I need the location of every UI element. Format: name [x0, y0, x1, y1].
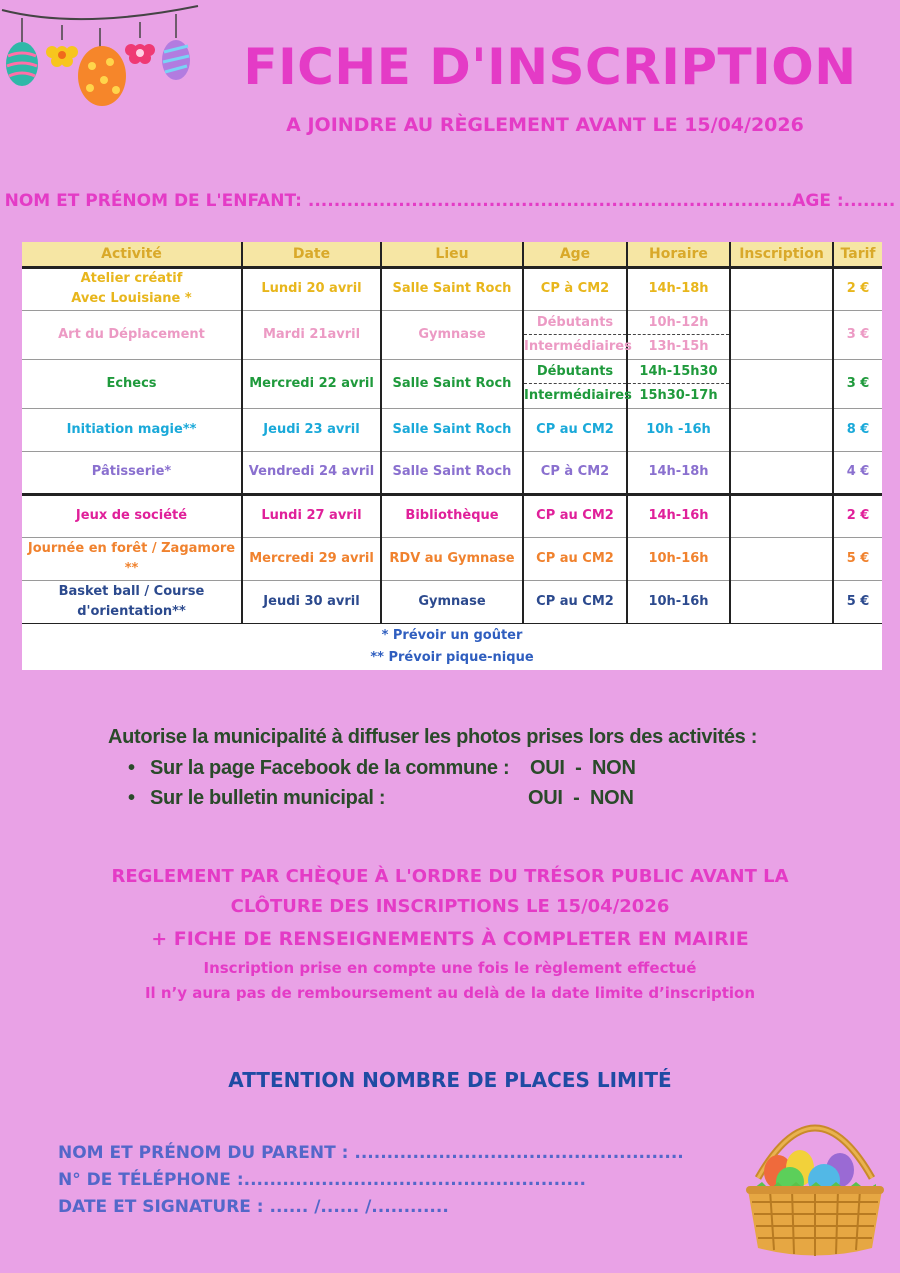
- place-cell: Gymnase: [381, 580, 523, 624]
- table-row: [22, 310, 882, 359]
- inscription-checkbox-cell[interactable]: [730, 359, 833, 408]
- activity-cell: Jeux de société: [22, 494, 242, 537]
- easter-garland-icon: [0, 0, 200, 110]
- inscription-checkbox-cell[interactable]: [730, 580, 833, 624]
- age-cell: [523, 310, 632, 359]
- place-cell: Bibliothèque: [381, 494, 523, 537]
- time-cell: [627, 310, 730, 359]
- date-cell: Mercredi 22 avril: [242, 359, 381, 408]
- activity-cell: Initiation magie**: [22, 408, 242, 451]
- price-cell: 4 €: [833, 451, 882, 494]
- bullet-icon: •: [128, 787, 135, 809]
- table-row: [22, 451, 882, 494]
- price-cell: 8 €: [833, 408, 882, 451]
- activity-schedule-table: [22, 242, 882, 626]
- payment-line: REGLEMENT PAR CHÈQUE À L'ORDRE DU TRÉSOR PUBLIC AVANT LA: [111, 866, 789, 887]
- time-slot: 10h-12h: [628, 311, 729, 335]
- page-title: FICHE D'INSCRIPTION: [243, 38, 857, 96]
- activity-cell: Atelier créatif Avec Louisiane *: [22, 267, 242, 310]
- place-cell: Gymnase: [381, 310, 523, 359]
- price-cell: 3 €: [833, 359, 882, 408]
- age-cell: CP au CM2: [523, 580, 627, 624]
- date-cell: Mercredi 29 avril: [242, 537, 381, 580]
- place-cell: Salle Saint Roch: [381, 359, 523, 408]
- table-row: [22, 359, 882, 408]
- time-cell: 10h -16h: [627, 408, 730, 451]
- column-header: Inscription: [730, 242, 833, 267]
- column-header: Lieu: [381, 242, 523, 267]
- footnote: * Prévoir un goûter: [381, 628, 523, 643]
- parent-name-field[interactable]: NOM ET PRÉNOM DU PARENT : ...................................................: [58, 1143, 684, 1163]
- age-level: Intermédiaires: [524, 387, 632, 403]
- age-cell: CP à CM2: [523, 451, 627, 494]
- bulletin-authorization-label: Sur le bulletin municipal :: [150, 787, 386, 809]
- facebook-authorization-label: Sur la page Facebook de la commune :: [150, 757, 510, 779]
- bulletin-oui-non-choice[interactable]: OUI - NON: [528, 787, 634, 809]
- inscription-checkbox-cell[interactable]: [730, 310, 833, 359]
- table-row: [22, 267, 882, 310]
- column-header: Age: [523, 242, 627, 267]
- payment-instructions: [0, 862, 900, 1006]
- date-cell: Lundi 20 avril: [242, 267, 381, 310]
- phone-field[interactable]: N° DE TÉLÉPHONE :.....................................................: [58, 1170, 586, 1190]
- price-cell: 5 €: [833, 580, 882, 624]
- time-slot: 15h30-17h: [639, 387, 718, 403]
- table-header-row: [22, 242, 882, 267]
- age-cell: CP au CM2: [523, 537, 627, 580]
- date-cell: Jeudi 30 avril: [242, 580, 381, 624]
- activity-cell: Art du Déplacement: [22, 310, 242, 359]
- activity-cell: Pâtisserie*: [22, 451, 242, 494]
- payment-line: Inscription prise en compte une fois le règlement effectué: [203, 959, 697, 977]
- age-level: Intermédiaires: [524, 338, 632, 354]
- photo-authorization-title: Autorise la municipalité à diffuser les photos prises lors des activités :: [108, 726, 758, 748]
- limited-places-warning: ATTENTION NOMBRE DE PLACES LIMITÉ: [228, 1068, 672, 1092]
- child-name-age-field[interactable]: NOM ET PRÉNOM DE L'ENFANT: ...........................................................................AGE :........: [4, 191, 896, 211]
- column-header: Tarif: [833, 242, 882, 267]
- table-footnotes: [22, 624, 882, 670]
- table-row: [22, 537, 882, 580]
- time-cell: 14h-16h: [627, 494, 730, 537]
- deadline-subtitle: A JOINDRE AU RÈGLEMENT AVANT LE 15/04/2026: [286, 114, 804, 136]
- column-header: Date: [242, 242, 381, 267]
- column-header: Horaire: [627, 242, 730, 267]
- payment-line: CLÔTURE DES INSCRIPTIONS LE 15/04/2026: [230, 896, 670, 917]
- age-level: Débutants: [524, 311, 626, 335]
- price-cell: 5 €: [833, 537, 882, 580]
- facebook-oui-non-choice[interactable]: OUI - NON: [530, 757, 636, 779]
- price-cell: 2 €: [833, 267, 882, 310]
- place-cell: Salle Saint Roch: [381, 267, 523, 310]
- time-cell: 10h-16h: [627, 580, 730, 624]
- date-cell: Lundi 27 avril: [242, 494, 381, 537]
- column-header: Activité: [22, 242, 242, 267]
- place-cell: Salle Saint Roch: [381, 451, 523, 494]
- facebook-authorization-row: [128, 757, 668, 780]
- inscription-checkbox-cell[interactable]: [730, 537, 833, 580]
- inscription-checkbox-cell[interactable]: [730, 451, 833, 494]
- payment-line: Il n’y aura pas de remboursement au delà de la date limite d’inscription: [144, 984, 756, 1002]
- date-cell: Mardi 21avril: [242, 310, 381, 359]
- date-cell: Jeudi 23 avril: [242, 408, 381, 451]
- place-cell: Salle Saint Roch: [381, 408, 523, 451]
- age-cell: CP au CM2: [523, 494, 627, 537]
- time-cell: [627, 359, 730, 408]
- age-cell: CP à CM2: [523, 267, 627, 310]
- time-cell: 14h-18h: [627, 267, 730, 310]
- price-cell: 2 €: [833, 494, 882, 537]
- inscription-checkbox-cell[interactable]: [730, 494, 833, 537]
- time-slot: 13h-15h: [648, 338, 709, 354]
- age-level: Débutants: [524, 360, 626, 384]
- table-row: [22, 494, 882, 537]
- place-cell: RDV au Gymnase: [381, 537, 523, 580]
- date-signature-field[interactable]: DATE ET SIGNATURE : ...... /...... /............: [58, 1197, 449, 1217]
- age-cell: CP au CM2: [523, 408, 627, 451]
- payment-line: + FICHE DE RENSEIGNEMENTS À COMPLETER EN MAIRIE: [151, 928, 749, 950]
- age-cell: [523, 359, 632, 408]
- inscription-checkbox-cell[interactable]: [730, 267, 833, 310]
- activity-cell: Basket ball / Course d'orientation**: [22, 580, 242, 624]
- bullet-icon: •: [128, 757, 135, 779]
- inscription-checkbox-cell[interactable]: [730, 408, 833, 451]
- price-cell: 3 €: [833, 310, 882, 359]
- time-slot: 14h-15h30: [628, 360, 729, 384]
- footnote: ** Prévoir pique-nique: [370, 650, 534, 665]
- activity-cell: Journée en forêt / Zagamore **: [22, 537, 242, 580]
- date-cell: Vendredi 24 avril: [242, 451, 381, 494]
- time-cell: 10h-16h: [627, 537, 730, 580]
- easter-basket-icon: [740, 1098, 890, 1263]
- table-row: [22, 408, 882, 451]
- table-row: [22, 580, 882, 624]
- activity-cell: Echecs: [22, 359, 242, 408]
- bulletin-authorization-row: [128, 787, 668, 810]
- time-cell: 14h-18h: [627, 451, 730, 494]
